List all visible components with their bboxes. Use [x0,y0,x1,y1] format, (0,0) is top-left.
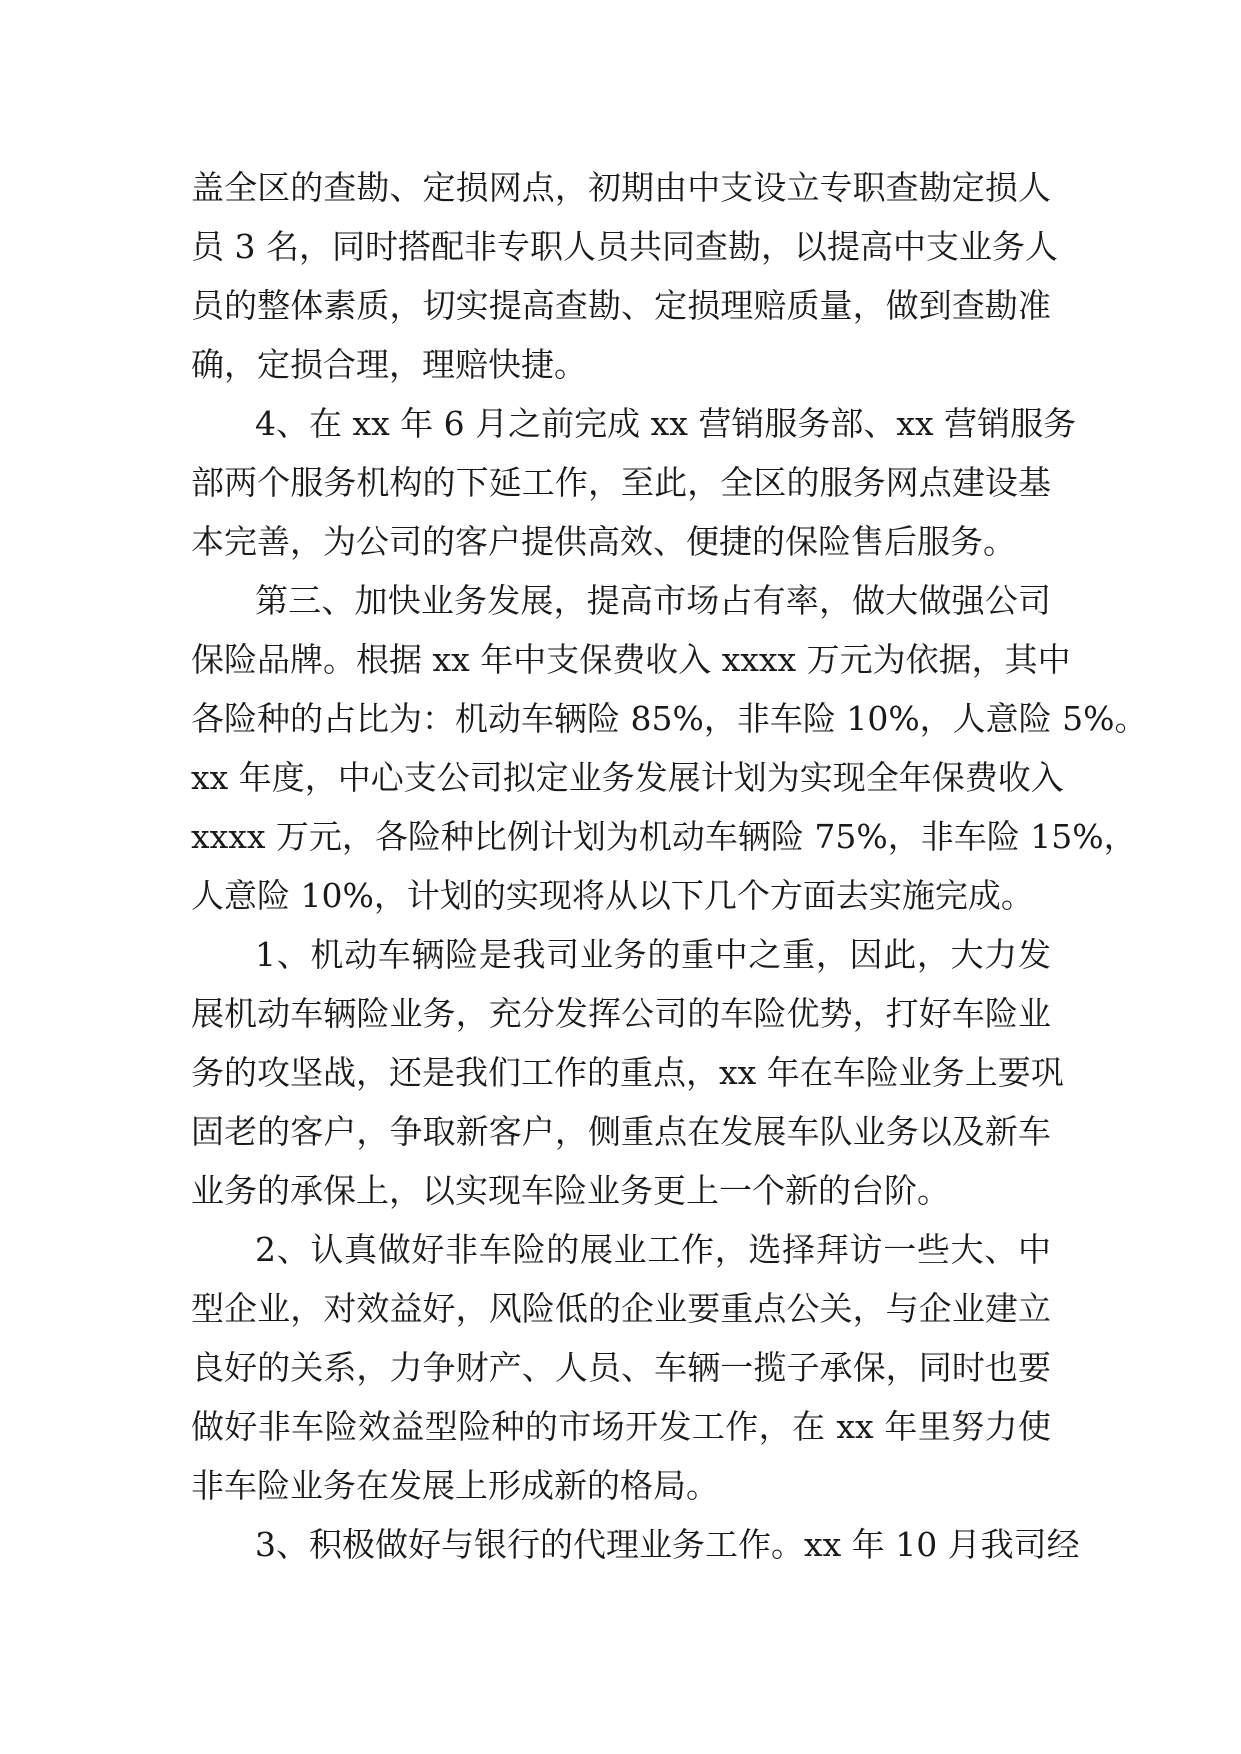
text-line: 保险品牌。根据 xx 年中支保费收入 xxxx 万元为依据，其中 [191,640,1071,679]
text-line: xxxx 万元，各险种比例计划为机动车辆险 75%，非车险 15%， [191,817,1137,856]
text-line: 型企业，对效益好，风险低的企业要重点公关，与企业建立 [191,1289,1051,1328]
text-line: 2、认真做好非车险的展业工作，选择拜访一些大、中 [255,1230,1051,1269]
text-line: 第三、加快业务发展，提高市场占有率，做大做强公司 [255,581,1051,620]
text-line: xx 年度，中心支公司拟定业务发展计划为实现全年保费收入 [191,758,1064,797]
text-line: 人意险 10%，计划的实现将从以下几个方面去实施完成。 [191,876,1034,915]
text-line: 盖全区的查勘、定损网点，初期由中支设立专职查勘定损人 [191,168,1051,207]
text-line: 员的整体素质，切实提高查勘、定损理赔质量，做到查勘准 [191,286,1051,325]
text-line: 务的攻坚战，还是我们工作的重点，xx 年在车险业务上要巩 [191,1053,1064,1092]
text-line: 部两个服务机构的下延工作，至此，全区的服务网点建设基 [191,463,1051,502]
text-line: 良好的关系，力争财产、人员、车辆一揽子承保，同时也要 [191,1348,1051,1387]
text-line: 1、机动车辆险是我司业务的重中之重，因此，大力发 [255,935,1051,974]
text-line: 4、在 xx 年 6 月之前完成 xx 营销服务部、xx 营销服务 [255,404,1077,443]
text-line: 确，定损合理，理赔快捷。 [191,345,587,384]
text-line: 展机动车辆险业务，充分发挥公司的车险优势，打好车险业 [191,994,1051,1033]
text-line: 做好非车险效益型险种的市场开发工作，在 xx 年里努力使 [191,1407,1051,1446]
document-body [191,158,1148,1574]
text-line: 固老的客户，争取新客户，侧重点在发展车队业务以及新车 [191,1112,1051,1151]
text-line: 业务的承保上，以实现车险业务更上一个新的台阶。 [191,1171,950,1210]
text-line: 本完善，为公司的客户提供高效、便捷的保险售后服务。 [191,522,1016,561]
text-line: 3、积极做好与银行的代理业务工作。xx 年 10 月我司经 [255,1525,1080,1564]
text-line: 非车险业务在发展上形成新的格局。 [191,1466,719,1505]
text-line: 各险种的占比为：机动车辆险 85%，非车险 10%，人意险 5%。 [191,699,1148,738]
text-line: 员 3 名，同时搭配非专职人员共同查勘，以提高中支业务人 [191,227,1058,266]
